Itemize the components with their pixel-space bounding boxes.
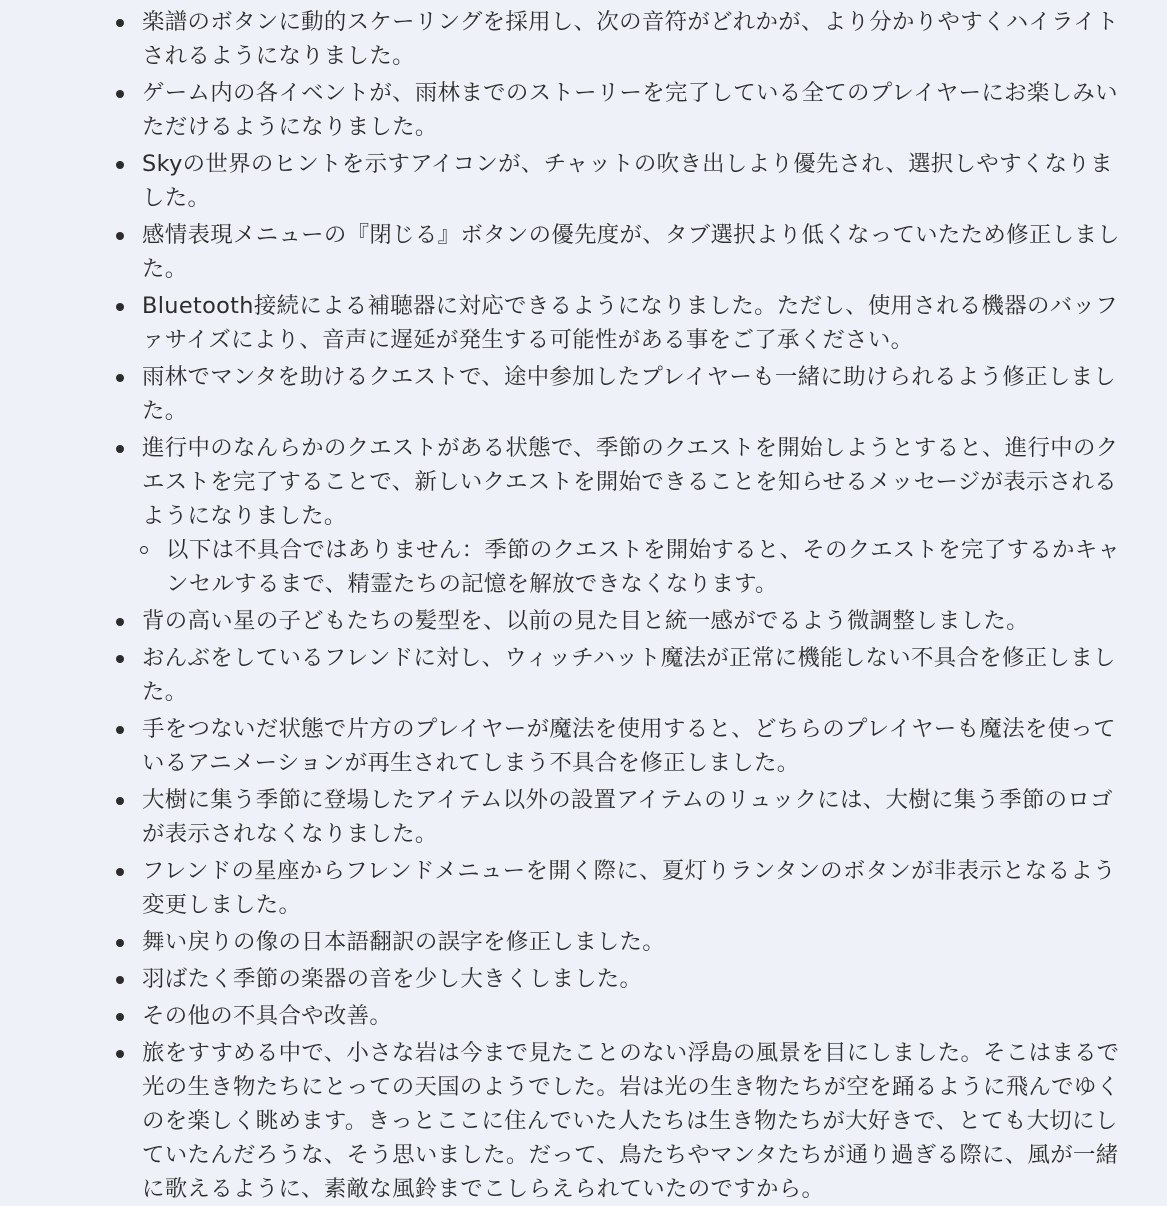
bullet-icon — [116, 1050, 124, 1058]
bullet-icon — [116, 1013, 124, 1021]
list-item — [110, 783, 1127, 851]
bullet-icon — [116, 19, 124, 27]
list-item-text: 楽譜のボタンに動的スケーリングを採用し、次の音符がどれかが、より分かりやすくハイライトされるようになりました。 — [142, 9, 1119, 69]
list-item-text: 背の高い星の子どもたちの髪型を、以前の見た目と統一感がでるよう微調整しました。 — [142, 608, 1029, 634]
bullet-icon — [116, 374, 124, 382]
list-item-text: フレンドの星座からフレンドメニューを開く際に、夏灯りランタンのボタンが非表示となるよう変更しました。 — [142, 858, 1116, 918]
bullet-icon — [116, 90, 124, 98]
list-item — [110, 641, 1127, 709]
list-item — [110, 1036, 1127, 1206]
bullet-icon — [116, 303, 124, 311]
list-item — [110, 604, 1127, 638]
bullet-icon — [116, 232, 124, 240]
list-item-text: Bluetooth接続による補聴器に対応できるようになりました。ただし、使用される機器のバッファサイズにより、音声に遅延が発生する可能性がある事をご了承ください。 — [142, 293, 1118, 353]
bullet-icon — [116, 868, 124, 876]
bullet-icon — [116, 939, 124, 947]
list-item — [110, 289, 1127, 357]
hollow-bullet-icon — [140, 546, 148, 554]
list-item — [110, 76, 1127, 144]
list-item-text: 大樹に集う季節に登場したアイテム以外の設置アイテムのリュックには、大樹に集う季節のロゴが表示されなくなりました。 — [142, 787, 1113, 847]
list-item — [110, 854, 1127, 922]
list-item-text: おんぶをしているフレンドに対し、ウィッチハット魔法が正常に機能しない不具合を修正しました。 — [142, 645, 1116, 705]
bullet-icon — [116, 655, 124, 663]
list-item-text: ゲーム内の各イベントが、雨林までのストーリーを完了している全てのプレイヤーにお楽しみいただけるようになりました。 — [142, 80, 1118, 140]
list-item-text: 羽ばたく季節の楽器の音を少し大きくしました。 — [142, 966, 643, 992]
list-item — [110, 999, 1127, 1033]
list-item — [110, 962, 1127, 996]
list-item-text: 進行中のなんらかのクエストがある状態で、季節のクエストを開始しようとすると、進行中のクエストを完了することで、新しいクエストを開始できることを知らせるメッセージが表示されるようになりました。 — [142, 435, 1119, 529]
bullet-icon — [116, 618, 124, 626]
bullet-icon — [116, 726, 124, 734]
list-item — [110, 147, 1127, 215]
list-item-text: 手をつないだ状態で片方のプレイヤーが魔法を使用すると、どちらのプレイヤーも魔法を使っているアニメーションが再生されてしまう不具合を修正しました。 — [142, 716, 1116, 776]
bullet-icon — [116, 161, 124, 169]
list-item — [110, 431, 1127, 601]
list-item — [110, 218, 1127, 286]
sub-list-item — [140, 533, 1127, 601]
list-item-text: 旅をすすめる中で、小さな岩は今まで見たことのない浮島の風景を目にしました。そこはまるで光の生き物たちにとっての天国のようでした。岩は光の生き物たちが空を踊るように飛んでゆくのを楽しく眺めます。きっとここに住んでいた人たちは生き物たちが大好きで、とても大切にしていたんだろうな、そう思いました。だって、鳥たちやマンタたちが通り過ぎる際に、風が一緒に歌えるように、素敵な風鈴までこしらえられていたのですから。 — [142, 1040, 1120, 1202]
list-item-text: 感情表現メニューの『閉じる』ボタンの優先度が、タブ選択より低くなっていたため修正しました。 — [142, 222, 1120, 282]
list-item — [110, 712, 1127, 780]
list-item — [110, 925, 1127, 959]
list-item — [110, 360, 1127, 428]
list-item-text: 舞い戻りの像の日本語翻訳の誤字を修正しました。 — [142, 929, 666, 955]
list-item-text: 雨林でマンタを助けるクエストで、途中参加したプレイヤーも一緒に助けられるよう修正しました。 — [142, 364, 1117, 424]
bullet-icon — [116, 797, 124, 805]
sub-list — [142, 533, 1127, 601]
patch-notes-list — [110, 5, 1127, 1206]
list-item-text: Skyの世界のヒントを示すアイコンが、チャットの吹き出しより優先され、選択しやすくなりました。 — [142, 151, 1113, 211]
bullet-icon — [116, 445, 124, 453]
list-item — [110, 5, 1127, 73]
bullet-icon — [116, 976, 124, 984]
list-item-text: その他の不具合や改善。 — [142, 1003, 393, 1029]
sub-list-item-text: 以下は不具合ではありません：季節のクエストを開始すると、そのクエストを完了するかキャンセルするまで、精霊たちの記憶を解放できなくなります。 — [166, 537, 1121, 597]
